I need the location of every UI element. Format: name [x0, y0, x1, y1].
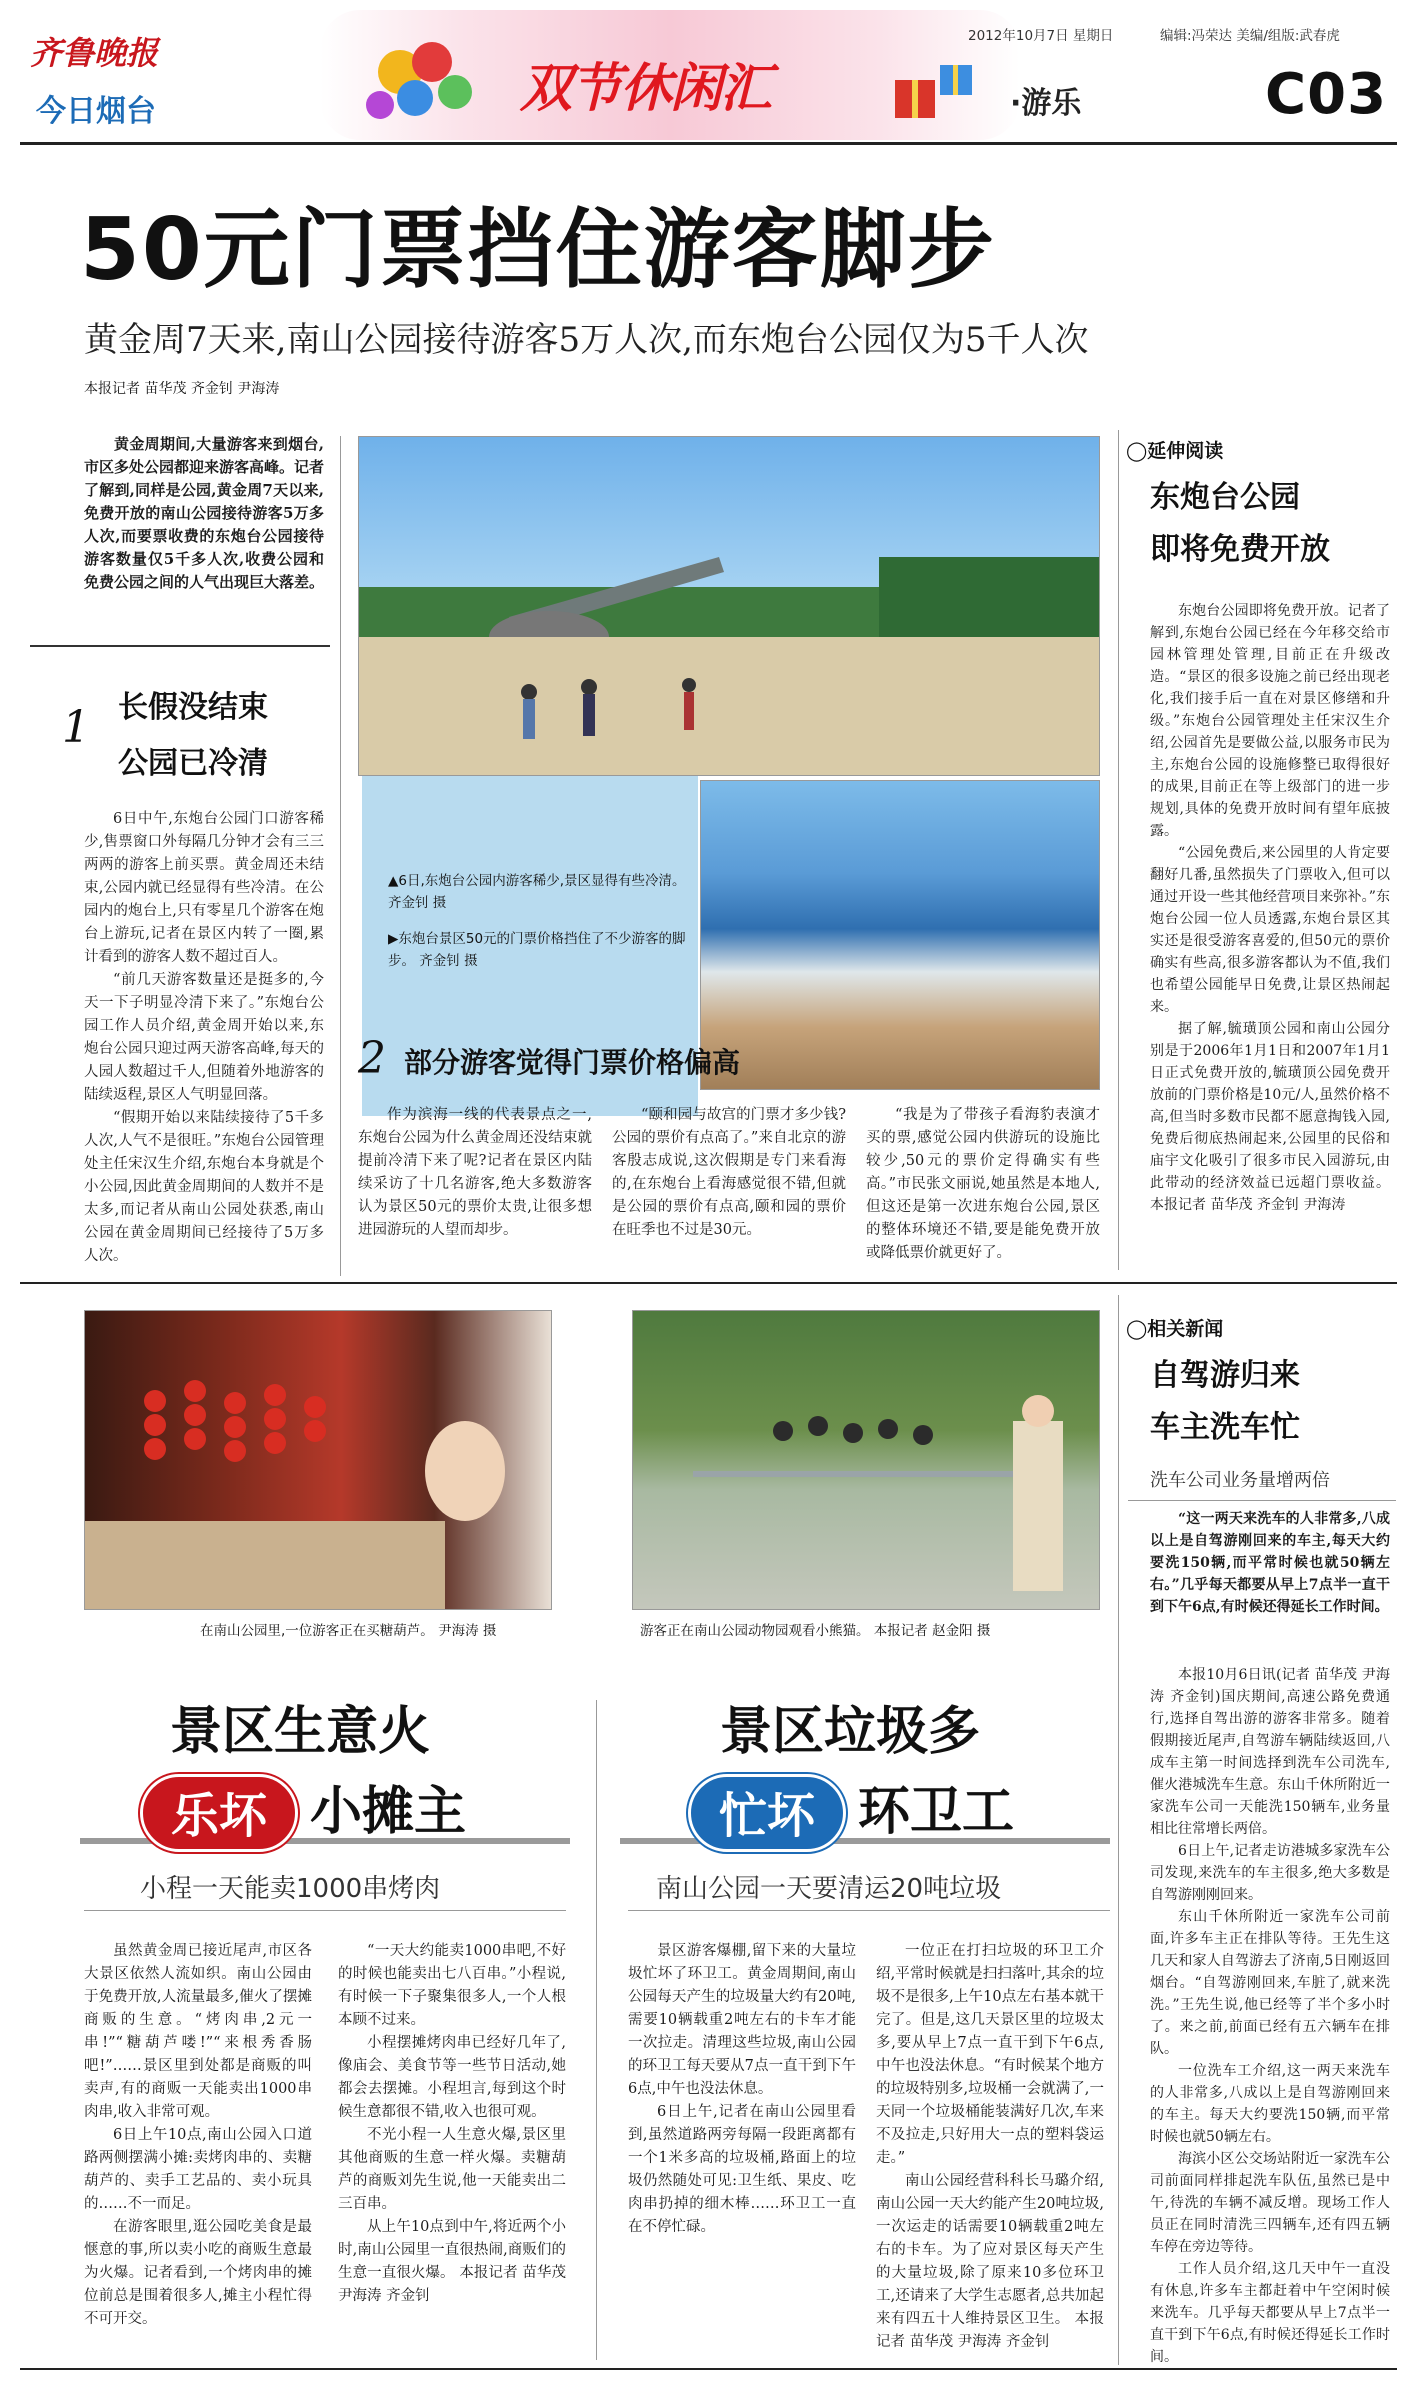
left-headline-rest: 小摊主	[310, 1782, 467, 1842]
cannon-photo	[358, 436, 1100, 776]
section1-number: 1	[62, 702, 90, 753]
sidebar2-title-2: 车主洗车忙	[1150, 1410, 1300, 1445]
section-name: ·游乐	[1010, 86, 1082, 121]
sidebar1-title-2: 即将免费开放	[1150, 532, 1330, 567]
section1-title-2: 公园已冷清	[118, 746, 268, 781]
left-badge: 乐坏	[140, 1774, 298, 1852]
column-divider	[340, 436, 341, 1276]
lead-divider	[30, 645, 330, 647]
crowd-icon	[633, 1311, 1100, 1610]
photo2-caption: 在南山公园里,一位游客正在买糖葫芦。 尹海涛 摄	[200, 1623, 497, 1639]
paragraph: 东山千休所附近一家洗车公司前面,许多车主正在排队等待。王先生这几天和家人自驾游去了济南,5日刚返回烟台。“自驾游刚回来,车脏了,就来洗洗。”王先生说,他已经等了半个多小时了。来之前,前面已经有五六辆车在排队。	[1150, 1909, 1390, 2057]
right-divider	[628, 1910, 1110, 1911]
left-divider	[84, 1910, 566, 1911]
candied-haws-icon	[85, 1311, 552, 1610]
sidebar2-tag: ◯相关新闻	[1126, 1318, 1224, 1340]
paragraph: 本报10月6日讯(记者 苗华茂 尹海涛 齐金钊)国庆期间,高速公路免费通行,选择自驾出游的游客非常多。随着假期接近尾声,自驾游车辆陆续返回,八成车主第一时间选择到洗车公司洗车,催火港城洗车生意。东山千休所附近一家洗车公司一天能洗150辆车,业务量相比往常增长两倍。	[1150, 1667, 1390, 1837]
right-story-col-2: 一位正在打扫垃圾的环卫工介绍,平常时候就是扫扫落叶,其余的垃圾不是很多,上午10点左右基本就干完了。但是,这几天景区里的垃圾太多,要从早上7点一直干到下午6点,中午也没法休息。“有时候某个地方的垃圾特别多,垃圾桶一会就满了,一天同一个垃圾桶能装满好几次,车来不及拉走,只好用大一点的塑料袋运走。” 南山公园经营科科长马璐介绍,南山公园一天大约能产生20吨垃圾,一次运走的话需要10辆载重2吨左右的卡车。为了应对景区每天产生的大量垃圾,除了原来10多位环卫工,还请来了大学生志愿者,总共加起来有四五十人维持景区卫生。 本报记者 苗华茂 尹海涛 齐金钊	[876, 1943, 1104, 2350]
right-story-col-1: 景区游客爆棚,留下来的大量垃圾忙坏了环卫工。黄金周期间,南山公园每天产生的垃圾量大约有20吨,需要10辆载重2吨左右的卡车才能一次拉走。清理这些垃圾,南山公园的环卫工每天要从7点一直干到下午6点,中午也没法休息。 6日上午,记者在南山公园里看到,虽然道路两旁每隔一段距离都有一个1米多高的垃圾桶,路面上的垃圾仍然随处可见:卫生纸、果皮、吃肉串扔掉的细木棒……环卫工一直在不停忙碌。	[628, 1943, 856, 2235]
sea-photo	[700, 780, 1100, 1090]
left-story-col-1: 虽然黄金周已接近尾声,市区各大景区依然人流如织。南山公园由于免费开放,人流量最多,催火了摆摊商贩的生意。“烤肉串,2元一串!”“糖葫芦喽!”“来根秀香肠吧!”……景区里到处都是商贩的叫卖声,有的商贩一天能卖出1000串肉串,收入非常可观。 6日上午10点,南山公园入口道路两侧摆满小摊:卖烤肉串的、卖糖葫芦的、卖手工艺品的、卖小玩具的……不一而足。 在游客眼里,逛公园吃美食是最惬意的事,所以卖小吃的商贩生意最为火爆。记者看到,一个烤肉串的摊位前总是围着很多人,摊主小程忙得不可开交。	[84, 1943, 312, 2327]
sidebar1-tag: ◯延伸阅读	[1126, 440, 1224, 462]
photo3-caption: 游客正在南山公园动物园观看小熊猫。 本报记者 赵金阳 摄	[640, 1623, 991, 1639]
right-headline-rest: 环卫工	[858, 1782, 1015, 1842]
paragraph: 海滨小区公交场站附近一家洗车公司前面同样排起洗车队伍,虽然已是中午,待洗的车辆不减反增。现场工作人员正在同时清洗三四辆车,还有四五辆车停在旁边等待。	[1150, 2151, 1390, 2255]
footer-rule	[20, 2368, 1397, 2370]
paragraph: “假期开始以来陆续接待了5千多人次,人气不是很旺。”东炮台公园管理处主任宋汉生介绍,东炮台本身就是个小公园,因此黄金周期间的人数并不是太多,而记者从南山公园处获悉,南山公园在黄金周期间已经接待了5万多人次。	[84, 1110, 324, 1264]
paper-logo: 齐鲁晚报	[30, 34, 159, 72]
sidebar2-body	[1150, 1664, 1390, 2368]
sidebar2-lead: “这一两天来洗车的人非常多,八成以上是自驾游刚回来的车主,每天大约要洗150辆,而平常时候也就50辆左右。”几乎每天都要从早上7点半一直干到下午6点,有时候还得延长工作时间。	[1150, 1511, 1390, 1615]
paragraph: “前几天游客数量还是挺多的,今天一下子明显冷清下来了。”东炮台公园工作人员介绍,黄金周开始以来,东炮台公园只迎过两天游客高峰,每天的人园人数超过千人,但随着外地游客的陆续返程,景区人气明显回落。	[84, 972, 324, 1103]
sidebar2-subtitle: 洗车公司业务量增两倍	[1150, 1470, 1330, 1491]
column-divider	[596, 1700, 597, 2360]
paragraph: 一位洗车工介绍,这一两天来洗车的人非常多,八成以上是自驾游刚回来的车主。每天大约要洗150辆,而平常时候也就50辆左右。	[1150, 2063, 1390, 2145]
paragraph: 据了解,毓璜顶公园和南山公园分别是于2006年1月1日和2007年1月1日正式免费开放的,毓璜顶公园免费开放前的门票价格是10元/人,虽然价格不高,但当时多数市民都不愿意掏钱入园,免费后彻底热闹起来,公园里的民俗和庙宇文化吸引了很多市民入园游玩,由此带动的经济效益已远超门票收益。 本报记者 苗华茂 齐金钊 尹海涛	[1150, 1021, 1390, 1213]
photo1-caption-2: ▶东炮台景区50元的门票价格挡住了不少游客的脚步。 齐金钊 摄	[388, 931, 686, 969]
section2-col-1: 作为滨海一线的代表景点之一,东炮台公园为什么黄金周还没结束就提前冷清下来了呢?记者在景区内陆续采访了十几名游客,绝大多数游客认为景区50元的票价太贵,让很多想进园游玩的人望而却步。	[358, 1107, 592, 1238]
left-kicker: 景区生意火	[170, 1702, 431, 1762]
section1-title-1: 长假没结束	[118, 690, 268, 725]
banner-title: 双节休闲汇	[520, 59, 771, 119]
candied-haws-photo	[84, 1310, 552, 1610]
right-badge: 忙坏	[688, 1774, 846, 1852]
date-line: 2012年10月7日 星期日	[968, 28, 1114, 44]
section2-col-2: “颐和园与故宫的门票才多少钱?公园的票价有点高了。”来自北京的游客殷志成说,这次假期是专门来看海的,在东炮台上看海感觉很不错,但就是公园的票价有点高,颐和园的票价在旺季也不过是30元。	[612, 1107, 846, 1238]
main-subhead: 黄金周7天来,南山公园接待游客5万人次,而东炮台公园仅为5千人次	[84, 320, 1089, 360]
header-rule	[20, 142, 1397, 145]
main-byline: 本报记者 苗华茂 齐金钊 尹海涛	[84, 381, 280, 397]
mid-rule	[20, 1282, 1397, 1284]
paragraph: 东炮台公园即将免费开放。记者了解到,东炮台公园已经在今年移交给市园林管理处管理,目前正在升级改造。“景区的很多设施之前已经出现老化,我们接手后一直在对景区修缮和升级。”东炮台公园管理处主任宋汉生介绍,公园首先是要做公益,以服务市民为主,东炮台公园的设施修整已取得很好的成果,目前正在等上级部门的进一步规划,具体的免费开放时间有望年底披露。	[1150, 603, 1390, 839]
paragraph: 工作人员介绍,这几天中午一直没有休息,许多车主都赶着中午空闲时候来洗车。几乎每天都要从早上7点半一直干到下午6点,有时候还得延长工作时间。	[1150, 2261, 1390, 2365]
sidebar2-divider	[1128, 1500, 1396, 1501]
header-banner	[320, 10, 1020, 140]
main-headline: 50元门票挡住游客脚步	[80, 200, 996, 300]
cannon-icon	[359, 437, 1100, 776]
panda-photo	[632, 1310, 1100, 1610]
section2-title: 部分游客觉得门票价格偏高	[404, 1046, 741, 1079]
paragraph: 6日上午,记者走访港城多家洗车公司发现,来洗车的车主很多,绝大多数是自驾游刚刚回来。	[1150, 1843, 1390, 1903]
column-divider	[1118, 1295, 1119, 2365]
paragraph: “公园免费后,来公园里的人肯定要翻好几番,虽然损失了门票收入,但可以通过开设一些其他经营项目来弥补。”东炮台公园一位人员透露,东炮台景区其实还是很受游客喜爱的,但50元的票价确实有些高,很多游客都认为不值,我们也希望公园能早日免费,让景区热闹起来。	[1150, 845, 1390, 1015]
sidebar1-title-1: 东炮台公园	[1150, 480, 1300, 515]
section2-col-3: “我是为了带孩子看海豹表演才买的票,感觉公园内供游玩的设施比较少,50元的票价定得确实有些高。”市民张文丽说,她虽然是本地人,但这还是第一次进东炮台公园,景区的整体环境还不错,要是能免费开放或降低票价就更好了。	[866, 1107, 1100, 1261]
sidebar2-title-1: 自驾游归来	[1150, 1358, 1300, 1393]
left-subhead: 小程一天能卖1000串烤肉	[140, 1874, 441, 1904]
paragraph: 6日中午,东炮台公园门口游客稀少,售票窗口外每隔几分钟才会有三三两两的游客上前买票。黄金周还未结束,公园内就已经显得有些冷清。在公园内的炮台上,只有零星几个游客在炮台上游玩,记者在景区内转了一圈,累计看到的游客人数不超过百人。	[84, 811, 324, 965]
lead-paragraph: 黄金周期间,大量游客来到烟台,市区多处公园都迎来游客高峰。记者了解到,同样是公园,黄金周7天以来,免费开放的南山公园接待游客5万多人次,而要票收费的东炮台公园接待游客数量仅5千多人次,收费公园和免费公园之间的人气出现巨大落差。	[84, 435, 325, 591]
column-divider	[1118, 430, 1119, 1270]
right-subhead: 南山公园一天要清运20吨垃圾	[656, 1874, 1002, 1904]
section1-body	[84, 808, 324, 1268]
sidebar1-body	[1150, 600, 1390, 1216]
left-story-col-2: “一天大约能卖1000串吧,不好的时候也能卖出七八百串。”小程说,有时候一下子聚集很多人,一个人根本顾不过来。 小程摆摊烤肉串已经好几年了,像庙会、美食节等一些节日活动,她都会去摆摊。小程坦言,每到这个时候生意都很不错,收入也很可观。 不光小程一人生意火爆,景区里其他商贩的生意一样火爆。卖糖葫芦的商贩刘先生说,他一天能卖出二三百串。 从上午10点到中午,将近两个小时,南山公园里一直很热闹,商贩们的生意一直很火爆。 本报记者 苗华茂 尹海涛 齐金钊	[338, 1943, 566, 2304]
editor-line: 编辑:冯荣达 美编/组版:武春虎	[1160, 28, 1340, 44]
photo1-caption-1: ▲6日,东炮台公园内游客稀少,景区显得有些冷清。 齐金钊 摄	[388, 873, 686, 911]
page-number: C03	[1265, 62, 1388, 127]
edition-label: 今日烟台	[36, 94, 156, 129]
section2-number: 2	[358, 1033, 386, 1084]
right-kicker: 景区垃圾多	[720, 1702, 981, 1762]
